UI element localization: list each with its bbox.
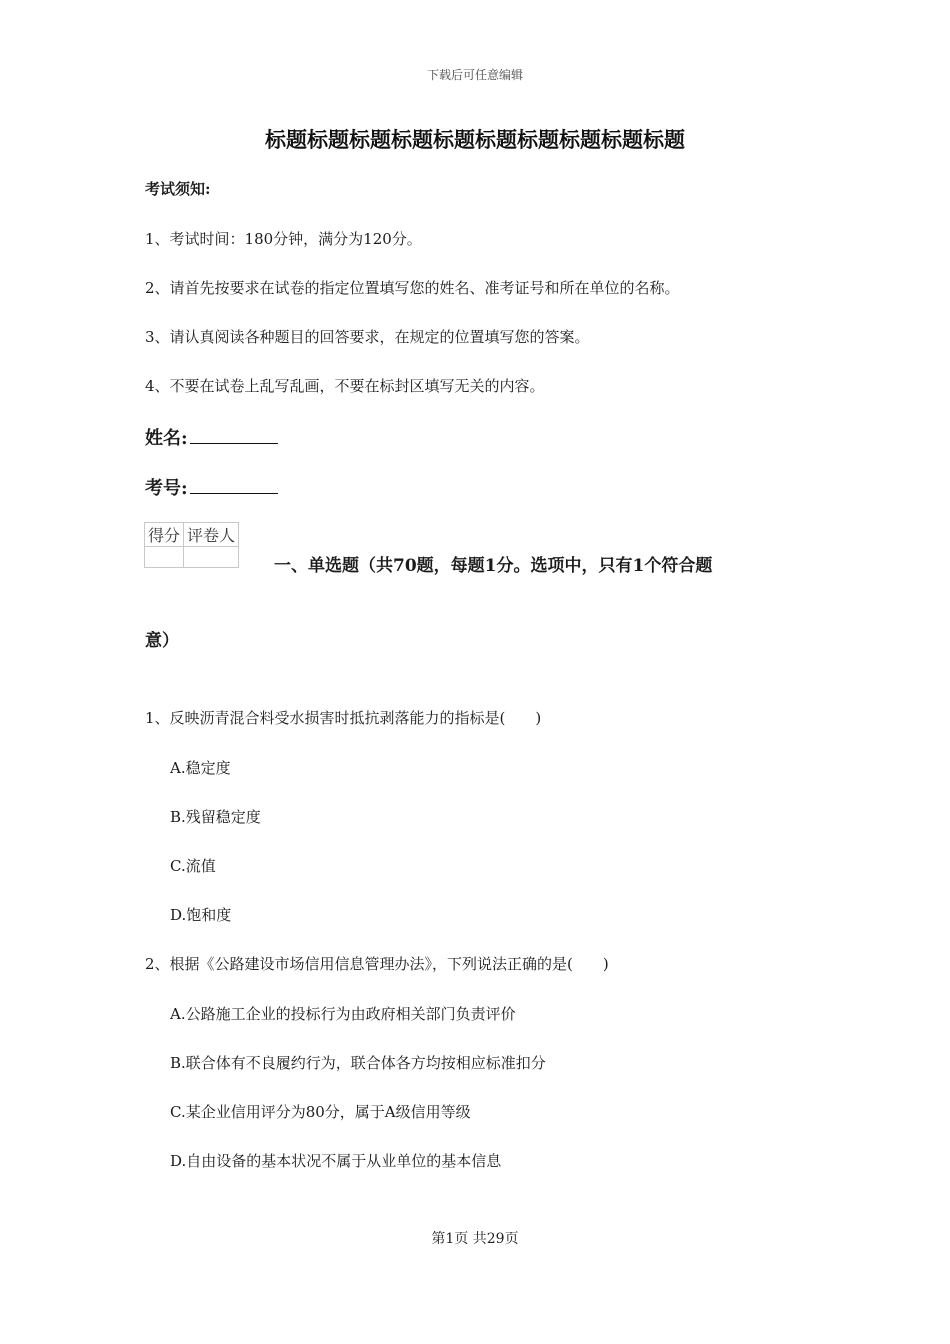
question-option[interactable]: D.自由设备的基本状况不属于从业单位的基本信息 — [170, 1152, 502, 1170]
name-field — [145, 424, 278, 450]
exam-id-field — [145, 474, 278, 500]
grader-header: 评卷人 — [184, 523, 239, 547]
section-title-continued: 意） — [145, 631, 179, 651]
name-label: 姓名: — [145, 428, 188, 449]
document-title: 标题标题标题标题标题标题标题标题标题标题 — [265, 127, 685, 152]
score-cell[interactable] — [145, 547, 184, 568]
score-table — [144, 522, 239, 568]
question-stem: 2、根据《公路建设市场信用信息管理办法》，下列说法正确的是( ) — [145, 955, 609, 973]
notice-rule: 4、不要在试卷上乱写乱画，不要在标封区填写无关的内容。 — [145, 377, 545, 395]
exam-id-blank-line[interactable] — [190, 475, 278, 494]
page-footer: 第1页 共29页 — [431, 1231, 519, 1247]
name-blank-line[interactable] — [190, 425, 278, 444]
notice-rule: 1、考试时间：180分钟，满分为120分。 — [145, 230, 422, 248]
exam-id-label: 考号: — [145, 478, 188, 499]
question-stem: 1、反映沥青混合料受水损害时抵抗剥落能力的指标是( ) — [145, 709, 542, 727]
score-header: 得分 — [145, 523, 184, 547]
notice-rule: 2、请首先按要求在试卷的指定位置填写您的姓名、准考证号和所在单位的名称。 — [145, 279, 680, 297]
question-option[interactable]: C.流值 — [170, 857, 216, 875]
question-option[interactable]: C.某企业信用评分为80分，属于A级信用等级 — [170, 1103, 471, 1121]
download-note: 下载后可任意编辑 — [426, 68, 523, 82]
notice-heading: 考试须知: — [145, 180, 211, 198]
question-option[interactable]: A.公路施工企业的投标行为由政府相关部门负责评价 — [170, 1005, 516, 1023]
grader-cell[interactable] — [184, 547, 239, 568]
question-option[interactable]: A.稳定度 — [170, 759, 231, 777]
question-option[interactable]: B.联合体有不良履约行为，联合体各方均按相应标准扣分 — [170, 1054, 546, 1072]
question-option[interactable]: B.残留稳定度 — [170, 808, 261, 826]
question-option[interactable]: D.饱和度 — [170, 906, 232, 924]
section-title: 一、单选题（共70题，每题1分。选项中，只有1个符合题 — [274, 556, 713, 576]
notice-rule: 3、请认真阅读各种题目的回答要求，在规定的位置填写您的答案。 — [145, 328, 590, 346]
